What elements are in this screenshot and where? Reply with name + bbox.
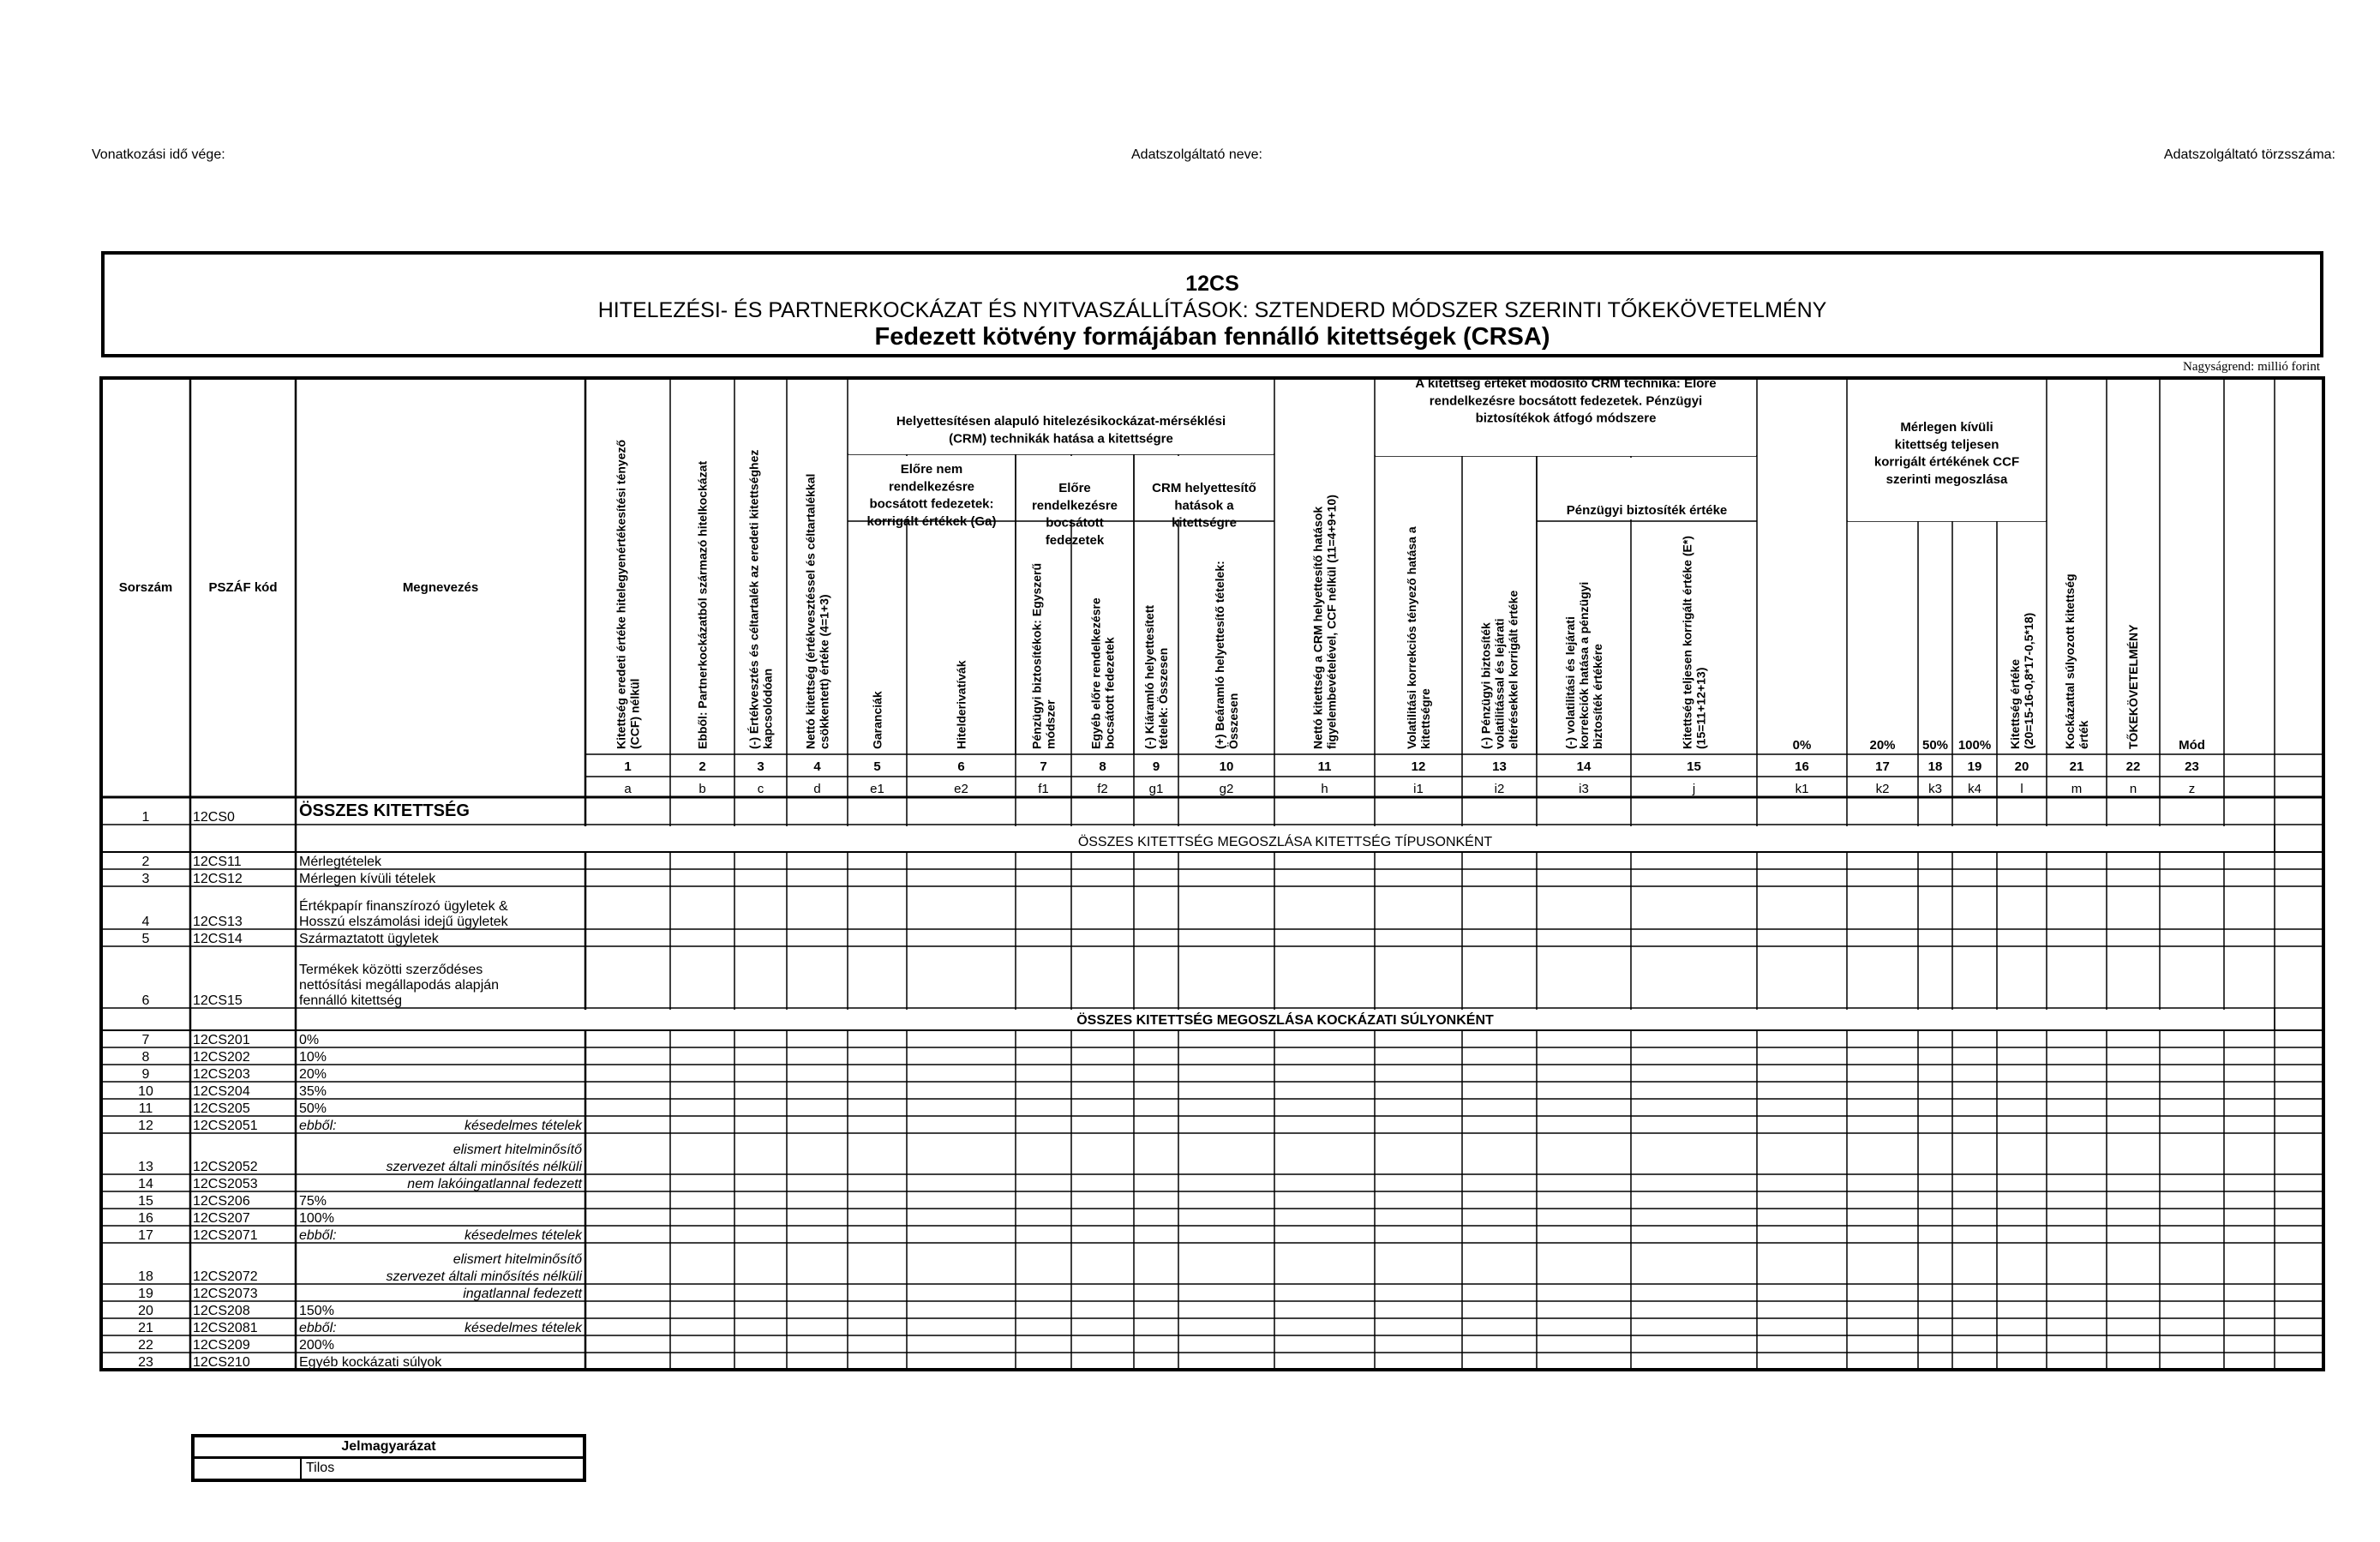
header-f-group: rendelkezésre — [1031, 498, 1118, 513]
col-number: 23 — [2185, 759, 2199, 774]
row-code: 12CS202 — [193, 1050, 250, 1065]
col-letter: k2 — [1875, 782, 1890, 796]
header-col-14: korrekciók hatása a pénzügyi — [1577, 581, 1591, 749]
row-name: nettósítási megállapodás alapján — [299, 978, 500, 993]
legend-item: Tilos — [306, 1461, 335, 1475]
header-col-3: (-) Értékvesztés és céltartalék az eredeti kitettséghez — [746, 449, 761, 749]
header-ga-group: Előre nem — [900, 462, 963, 477]
col-letter: m — [2071, 782, 2083, 796]
header-col-7: Pénzügyi biztosítékok: Egyszerű — [1029, 562, 1044, 749]
row-number: 5 — [141, 932, 150, 946]
row-number: 23 — [138, 1355, 153, 1370]
header-fin-group: A kitettség értékét módosító CRM technika: Előre — [1415, 376, 1717, 391]
row-name: 50% — [299, 1101, 327, 1116]
col-number: 21 — [2069, 759, 2084, 774]
row-number: 22 — [138, 1338, 153, 1353]
row-number: 11 — [138, 1101, 153, 1116]
row-subname: szervezet általi minősítés nélküli — [386, 1269, 582, 1284]
header-col-13: volatilitással és lejárati — [1492, 618, 1507, 749]
header-g-group: CRM helyettesítő — [1152, 481, 1256, 495]
row-code: 12CS2073 — [193, 1287, 258, 1301]
legend-swatch — [195, 1459, 302, 1479]
col-letter: g1 — [1148, 782, 1164, 796]
row-name: Termékek közötti szerződéses — [299, 963, 483, 977]
row-code: 12CS206 — [193, 1194, 250, 1209]
row-code: 12CS2051 — [193, 1119, 258, 1133]
col-number: 14 — [1576, 759, 1592, 774]
header-k-group: Mérlegen kívüli — [1900, 420, 1993, 435]
col-letter: i2 — [1494, 782, 1505, 796]
header-col-18: 50% — [1921, 738, 1949, 753]
header-pszaf: PSZÁF kód — [208, 580, 278, 595]
header-col-21: Kockázattal súlyozott kitettség — [2063, 573, 2077, 749]
row-code: 12CS203 — [193, 1067, 250, 1082]
row-code: 12CS14 — [193, 932, 243, 946]
header-fin-group: rendelkezésre bocsátott fedezetek. Pénzügyi — [1429, 393, 1703, 409]
col-letter: d — [813, 782, 821, 796]
header-crm-group: (CRM) technikák hatása a kitettségre — [949, 431, 1173, 447]
row-number: 19 — [138, 1287, 153, 1301]
col-number: 18 — [1927, 759, 1943, 774]
header-col-13: (-) Pénzügyi biztosíték — [1478, 622, 1493, 749]
row-code: 12CS2071 — [193, 1228, 258, 1243]
header-col-15: Kitettség teljesen korrigált értéke (E*) — [1680, 536, 1694, 749]
row-name: ÖSSZES KITETTSÉG — [299, 801, 470, 820]
row-code: 12CS208 — [193, 1304, 250, 1318]
col-letter: i3 — [1579, 782, 1589, 796]
header-col-11: figyelembevételével, CCF nélkül (11=4+9+10) — [1324, 495, 1339, 749]
col-number: 11 — [1317, 759, 1332, 774]
row-name: 200% — [299, 1338, 334, 1353]
row-subname: szervezet általi minősítés nélküli — [386, 1160, 582, 1174]
row-name: Mérlegtételek — [299, 855, 382, 869]
provider-name-label: Adatszolgáltató neve: — [1131, 147, 1262, 162]
row-name: 20% — [299, 1067, 327, 1082]
header-col-21: érték — [2077, 720, 2090, 749]
col-number: 19 — [1967, 759, 1982, 774]
row-number: 7 — [141, 1033, 150, 1047]
row-name: 75% — [299, 1194, 327, 1209]
row-name: 35% — [299, 1084, 327, 1099]
header-col-1: Kitettség eredeti értéke hitelegyenértékesítési tényező — [614, 439, 628, 749]
reference-date-label: Vonatkozási idő vége: — [92, 147, 225, 162]
row-name: 10% — [299, 1050, 327, 1065]
header-f-group: fedezetek — [1045, 532, 1105, 548]
header-f-group: Előre — [1058, 481, 1091, 495]
row-subname: elismert hitelminősítő — [453, 1252, 582, 1267]
row-code: 12CS13 — [193, 915, 243, 929]
col-letter: k4 — [1968, 782, 1981, 796]
report-code: 12CS — [1185, 272, 1239, 296]
row-name: Értékpapír finanszírozó ügyletek & — [299, 899, 508, 914]
header-col-1: (CCF) nélkül — [627, 678, 642, 749]
col-letter: f1 — [1038, 782, 1049, 796]
col-number: 13 — [1492, 759, 1507, 774]
col-letter: z — [2188, 782, 2196, 796]
report-title: Fedezett kötvény formájában fennálló kitettségek (CRSA) — [874, 323, 1550, 351]
header-col-3: kapcsolódóan — [760, 668, 775, 749]
col-letter: n — [2129, 782, 2137, 796]
col-number: 8 — [1099, 759, 1106, 774]
col-letter: e1 — [870, 782, 884, 796]
col-number: 1 — [624, 759, 632, 774]
col-number: 20 — [2014, 759, 2029, 774]
col-letter: e2 — [954, 782, 968, 796]
row-subname: ingatlannal fedezett — [463, 1287, 582, 1301]
col-letter: c — [757, 782, 764, 796]
row-number: 1 — [141, 810, 150, 825]
col-letter: k3 — [1928, 782, 1942, 796]
row-name: ebből: — [299, 1228, 337, 1243]
row-code: 12CS210 — [193, 1355, 250, 1370]
header-col-5: Garanciák — [870, 691, 884, 749]
row-code: 12CS11 — [193, 855, 242, 869]
row-number: 20 — [138, 1304, 153, 1318]
header-megnevezes: Megnevezés — [402, 580, 479, 595]
col-number: 9 — [1152, 759, 1160, 774]
header-col-14: (-) volatilitási és lejárati — [1563, 616, 1577, 749]
header-col-12: kitettségre — [1418, 688, 1432, 749]
header-col-12: Volatilitási korrekciós tényező hatása a — [1405, 526, 1418, 749]
row-number: 3 — [141, 872, 150, 886]
col-letter: j — [1692, 782, 1696, 796]
col-number: 7 — [1040, 759, 1047, 774]
header-col-19: 100% — [1957, 738, 1992, 753]
row-number: 21 — [138, 1321, 153, 1335]
col-letter: g2 — [1219, 782, 1234, 796]
header-k-group: korrigált értékének CCF — [1873, 454, 2020, 470]
header-col-22: TŐKEKÖVETELMÉNY — [2126, 624, 2140, 749]
col-letter: f2 — [1097, 782, 1108, 796]
header-col-8: Egyéb előre rendelkezésre — [1088, 597, 1103, 749]
row-number: 6 — [141, 993, 150, 1008]
row-number: 12 — [138, 1119, 153, 1133]
row-subname: késedelmes tételek — [465, 1228, 582, 1243]
row-name: Származtatott ügyletek — [299, 932, 439, 946]
row-subname: nem lakóingatlannal fedezett — [407, 1177, 582, 1191]
col-number: 15 — [1687, 759, 1701, 774]
row-name: 100% — [299, 1211, 334, 1226]
row-number: 10 — [138, 1084, 153, 1099]
row-subname: késedelmes tételek — [465, 1119, 582, 1133]
row-code: 12CS0 — [193, 810, 235, 825]
header-f-group: bocsátott — [1046, 515, 1104, 531]
header-col-11: Nettó kitettség a CRM helyettesítő hatások — [1310, 506, 1325, 749]
header-col-20: Kitettség értéke — [2008, 658, 2022, 749]
header-g-group: hatások a — [1174, 498, 1234, 513]
legend — [191, 1434, 586, 1482]
row-code: 12CS2081 — [193, 1321, 258, 1335]
row-name: fennálló kitettség — [299, 993, 403, 1008]
row-code: 12CS204 — [193, 1084, 250, 1099]
row-name: ebből: — [299, 1119, 337, 1133]
header-crm-group: Helyettesítésen alapuló hitelezésikockázat-mérséklési — [896, 414, 1226, 429]
header-col-4: csökkentett) értéke (4=1+3) — [817, 594, 831, 749]
col-letter: h — [1321, 782, 1328, 796]
header-k-group: szerinti megoszlása — [1885, 471, 2008, 487]
header-col-2: Ebből: Partnerkockázatból származó hitelkockázat — [695, 460, 710, 749]
header-col-7: módszer — [1043, 699, 1058, 749]
header-col-4: Nettó kitettség (értékvesztéssel és céltartalékkal — [803, 473, 818, 749]
col-letter: a — [624, 782, 632, 796]
provider-id-label: Adatszolgáltató törzsszáma: — [2163, 147, 2335, 162]
col-number: 10 — [1219, 759, 1234, 774]
row-number: 2 — [141, 855, 150, 869]
header-col-9: tételek: Összesen — [1156, 647, 1170, 749]
row-name: Hosszú elszámolási idejű ügyletek — [299, 915, 508, 929]
row-code: 12CS201 — [193, 1033, 250, 1047]
col-number: 2 — [698, 759, 706, 774]
report-category: HITELEZÉSI- ÉS PARTNERKOCKÁZAT ÉS NYITVASZÁLLÍTÁSOK: SZTENDERD MÓDSZER SZERINTI TŐKEKÖVETELMÉNY — [597, 298, 1827, 322]
header-col-13: eltérésekkel korrigált értéke — [1506, 590, 1520, 749]
header-col-9: (-) Kiáramló helyettesített — [1142, 604, 1156, 749]
row-code: 12CS205 — [193, 1101, 250, 1116]
row-number: 15 — [138, 1194, 153, 1209]
legend-title: Jelmagyarázat — [195, 1437, 583, 1459]
header-col-15: (15=11+12+13) — [1694, 667, 1708, 749]
row-code: 12CS209 — [193, 1338, 250, 1353]
row-name: 0% — [299, 1033, 320, 1047]
header-col-23: Mód — [2179, 738, 2205, 753]
col-number: 16 — [1795, 759, 1809, 774]
row-name: 150% — [299, 1304, 334, 1318]
header-col-8: bocsátott fedezetek — [1102, 637, 1117, 749]
header-g-group: kitettségre — [1172, 515, 1237, 531]
row-code: 12CS15 — [193, 993, 243, 1008]
header-col-17: 20% — [1869, 738, 1896, 753]
col-number: 4 — [813, 759, 821, 774]
col-letter: l — [2020, 782, 2023, 796]
row-code: 12CS207 — [193, 1211, 250, 1226]
header-col-16: 0% — [1792, 738, 1812, 753]
header-col-20: (20=15-16-0,8*17-0,5*18) — [2022, 612, 2035, 749]
header-fin-group: biztosítékok átfogó módszere — [1475, 411, 1657, 426]
row-number: 13 — [138, 1160, 153, 1174]
row-name: ebből: — [299, 1321, 337, 1335]
col-number: 5 — [873, 759, 881, 774]
header-col-6: Hitelderivatívák — [954, 660, 968, 749]
row-number: 8 — [141, 1050, 150, 1065]
col-letter: b — [698, 782, 706, 796]
header-col-10: Összesen — [1226, 693, 1240, 749]
row-code: 12CS2052 — [193, 1160, 258, 1174]
header-ga-group: bocsátott fedezetek: — [869, 496, 994, 512]
row-number: 9 — [141, 1067, 150, 1082]
row-number: 14 — [138, 1177, 153, 1191]
row-name: Egyéb kockázati súlyok — [299, 1355, 442, 1370]
row-name: Mérlegen kívüli tételek — [299, 872, 436, 886]
col-number: 22 — [2125, 759, 2141, 774]
header-k-group: kitettség teljesen — [1894, 437, 1999, 453]
col-letter: i1 — [1413, 782, 1424, 796]
section-header: ÖSSZES KITETTSÉG MEGOSZLÁSA KITETTSÉG TÍPUSONKÉNT — [1077, 835, 1493, 849]
row-subname: késedelmes tételek — [465, 1321, 582, 1335]
row-code: 12CS12 — [193, 872, 243, 886]
col-number: 17 — [1875, 759, 1890, 774]
row-code: 12CS2053 — [193, 1177, 258, 1191]
row-code: 12CS2072 — [193, 1269, 258, 1284]
unit-label: Nagyságrend: millió forint — [2183, 360, 2320, 374]
col-number: 12 — [1411, 759, 1426, 774]
row-subname: elismert hitelminősítő — [453, 1143, 582, 1157]
row-number: 17 — [138, 1228, 153, 1243]
header-col-10: (+) Beáramló helyettesítő tételek: — [1213, 561, 1226, 749]
header-sorszam: Sorszám — [118, 580, 173, 595]
row-number: 4 — [141, 915, 150, 929]
row-number: 16 — [138, 1211, 153, 1226]
row-number: 18 — [138, 1269, 153, 1284]
section-header: ÖSSZES KITETTSÉG MEGOSZLÁSA KOCKÁZATI SÚLYONKÉNT — [1076, 1013, 1494, 1028]
header-col-14: biztosíték értékére — [1591, 644, 1604, 749]
col-number: 3 — [757, 759, 764, 774]
header-ga-group: rendelkezésre — [888, 479, 975, 495]
col-number: 6 — [957, 759, 965, 774]
header-ga-group: korrigált értékek (Ga) — [866, 513, 997, 529]
header-fin-sub: Pénzügyi biztosíték értéke — [1566, 503, 1728, 518]
col-letter: k1 — [1795, 782, 1809, 796]
